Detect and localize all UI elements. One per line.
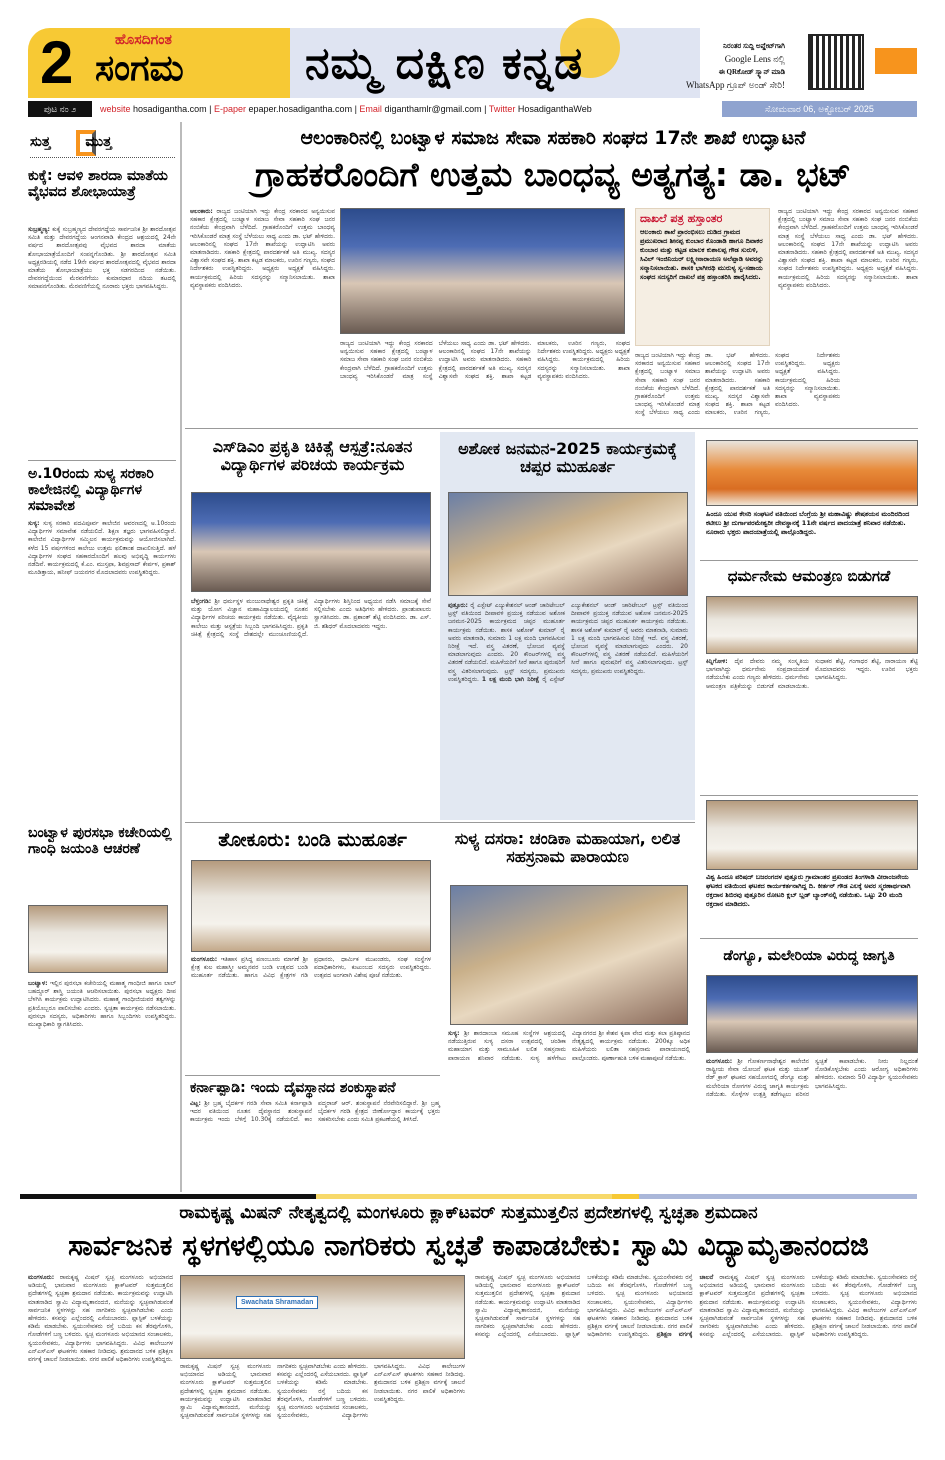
divider <box>700 795 918 796</box>
sullia-photo <box>450 885 688 1025</box>
twitter-link[interactable]: HosadiganthaWeb <box>517 104 592 114</box>
body-text: ಸುಳ್ಯ ಸರಕಾರಿ ಪದವಿಪೂರ್ವ ಕಾಲೇಜಿನ ಆವರಣದಲ್ಲಿ ಅ.10ರಂದು ವಿದ್ಯಾರ್ಥಿಗಳ ಸಮಾವೇಶ ನಡೆಯಲಿದೆ. ಶಿಕ್ಷಣ ತಜ್ಞರು ಭಾಗವಹಿಸಲಿದ್ದಾರೆ. ಕಾಲೇಜಿನ ವಿದ್ಯಾರ್ಥಿಗಳ ಸಮ್ಮಿಲನ ಕಾರ್ಯಕ್ರಮವನ್ನು ಆಯೋಜಿಸಲಾಗಿದೆ. ಕಳೆದ 15 ವರ್ಷಗಳಿಂದ ಕಾಲೇಜು ಉತ್ತಮ ಫಲಿತಾಂಶ ದಾಖಲಿಸುತ್ತಿದೆ. ಹಳೆ ವಿದ್ಯಾರ್ಥಿಗಳ ಸಂಘದ ಸಹಕಾರದೊಂದಿಗೆ ಹಲವು ಅಭಿವೃದ್ಧಿ ಕಾರ್ಯಗಳು ನಡೆದಿವೆ. ಕಾರ್ಯಕ್ರಮದಲ್ಲಿ ಕೆ.ಎಂ. ಮುಸ್ತಫಾ, ಶಿವಪ್ರಸಾದ್ ಕೇರ್ಪಳ, ಪ್ರಕಾಶ್ ಮೂಡಿತ್ತಾಯ, ಹನೀಫ್ ಜಯನಗರ ಮೊದಲಾದವರು ಉಪಸ್ಥಿತರಿದ್ದರು. <box>28 520 176 577</box>
website-link[interactable]: hosadigantha.com <box>133 104 207 114</box>
dengue-photo <box>706 975 918 1053</box>
issue-date: ಸೋಮವಾರ 06, ಅಕ್ಟೋಬರ್ 2025 <box>722 101 917 117</box>
dateline: ಬೆಳ್ತಂಗಡಿ: <box>191 598 212 605</box>
tokur-photo <box>191 860 431 952</box>
left-story-1-headline: ಕುಕ್ಕೆ: ಆವಳಿ ಶಾರದಾ ಮಾತೆಯ ವೈಭವದ ಶೋಭಾಯಾತ್ರೆ <box>28 168 168 201</box>
brand-logo-small: ಹೊಸದಿಗಂತ <box>115 32 172 48</box>
blood-donation-caption: ವಿಶ್ವ ಹಿಂದೂ ಪರಿಷದ್ ಬಜರಂಗದಳ ಪುತ್ತೂರು ಗ್ರಾಮಾಂತರ ಪ್ರಖಂಡದ ತಿಂಗಳಾಡಿ ವೀರಾಂಜನೇಯ ಘಟಕದ ವತಿಯಿಂದ ಘಟಕದ ಕಾರ್ಯಕರ್ತನಾಗಿದ್ದ ದಿ. ಕೀರ್ತನ್ ಗೌಡ ಎಲಕ್ಕೆ ಅವರ ಸ್ಮರಣಾರ್ಥವಾಗಿ ರಕ್ತದಾನ ಶಿಬಿರವು ಪುತ್ತೂರಿನ ರೋಟರಿ ಕ್ಲಬ್ ಬ್ಲಡ್ ಬ್ಯಾಂಕ್‌ನಲ್ಲಿ ನಡೆಯಿತು. ಒಟ್ಟು 20 ಮಂದಿ ರಕ್ತದಾನ ಮಾಡಿದರು. <box>706 873 911 908</box>
ashoka-photo <box>448 492 688 596</box>
page-number: 2 <box>40 29 74 96</box>
gandhi-jayanti-photo <box>28 905 168 973</box>
blood-donation-photo <box>706 800 918 870</box>
body-text: ರಾಮಕೃಷ್ಣ ಮಿಷನ್ ಸ್ವಚ್ಛ ಮಂಗಳೂರು ಅಭಿಯಾನದ ಅಡಿಯಲ್ಲಿ ಭಾನುವಾರ ಮಂಗಳೂರು ಕ್ಲಾಕ್‌ಟವರ್ ಸುತ್ತಮುತ್ತಲಿನ ಪ್ರದೇಶಗಳಲ್ಲಿ ಸ್ವಚ್ಛತಾ ಶ್ರಮದಾನ ನಡೆಯಿತು. ಕಾರ್ಯಕ್ರಮವನ್ನು ಉದ್ಘಾಟಿಸಿ ಮಾತನಾಡಿದ ಸ್ವಾಮಿ ವಿದ್ಯಾಮೃತಾನಂದಜಿ, ಮನೆಯನ್ನು ಸ್ವಚ್ಛವಾಗಿಡುವಂತೆ ಸಾರ್ವಜನಿಕ ಸ್ಥಳಗಳನ್ನು ಸಹ ನಾಗರಿಕರು ಸ್ವಚ್ಛವಾಗಿಡಬೇಕು ಎಂದು ಹೇಳಿದರು. ಕಸವನ್ನು ಎಲ್ಲೆಂದರಲ್ಲಿ ಎಸೆಯಬಾರದು. ಪ್ಲಾಸ್ಟಿಕ್ ಬಳಕೆಯನ್ನು ಕಡಿಮೆ ಮಾಡಬೇಕು. ಸ್ವಯಂಸೇವಕರು ರಸ್ತೆ ಬದಿಯ ಕಸ ತೆರವುಗೊಳಿಸಿ, ಗೋಡೆಗಳಿಗೆ ಬಣ್ಣ ಬಳಿದರು. ಸ್ವಚ್ಛ ಮಂಗಳೂರು ಅಭಿಯಾನದ ಸಂಚಾಲಕರು, ಸ್ವಯಂಸೇವಕರು, ವಿದ್ಯಾರ್ಥಿಗಳು ಭಾಗವಹಿಸಿದ್ದರು. ವಿವಿಧ ಕಾಲೇಜುಗಳ ಎನ್ಎಸ್ಎಸ್ ಘಟಕಗಳು ಸಹಕಾರ ನೀಡಿದವು. ಶ್ರಮದಾನದ ಬಳಿಕ ಪ್ರಶಿಕ್ಷಣ ವರ್ಗಕ್ಕೆ ಚಾಲನೆ ನೀಡಲಾಯಿತು. ನಗರ ಪಾಲಿಕೆ ಅಧಿಕಾರಿಗಳು ಉಪಸ್ಥಿತರಿದ್ದರು. <box>28 1274 173 1364</box>
bottom-story-headline: ಸಾರ್ವಜನಿಕ ಸ್ಥಳಗಳಲ್ಲಿಯೂ ನಾಗರಿಕರು ಸ್ವಚ್ಛತೆ ಕಾಪಾಡಬೇಕು: ಸ್ವಾಮಿ ವಿದ್ಯಾಮೃತಾನಂದಜಿ <box>68 1229 869 1262</box>
info-bar <box>28 101 917 117</box>
dateline: ಕಿನ್ನಿಗೋಳಿ: <box>706 658 728 665</box>
top-story-body-col2: ರಾಜ್ಯದ ಜಂಟಿಯಾಗಿ ಇದ್ದು ಕೇಂದ್ರ ಸರಕಾರದ ಅನ್ವಯಿಸುವ ಸಹಕಾರ ಕ್ಷೇತ್ರದಲ್ಲಿ ಬಂಟ್ವಾಳ ಸಮಾಜ ಸೇವಾ ಸಹಕಾರಿ ಸಂಘ ಜನರ ನಂಬಿಕೆಯ ಕೇಂದ್ರವಾಗಿ ಬೆಳೆದಿದೆ. ಗ್ರಾಹಕರೊಂದಿಗೆ ಉತ್ತಮ ಬಾಂಧವ್ಯ ಇರಿಸಿಕೊಂಡರೆ ಮಾತ್ರ ಸಂಸ್ಥೆ ಬೆಳೆಯಲು ಸಾಧ್ಯ ಎಂದು ಡಾ. ಭಟ್ ಹೇಳಿದರು. ಆಲಂಕಾರಿನಲ್ಲಿ ಸಂಘದ 17ನೇ ಶಾಖೆಯನ್ನು ಉದ್ಘಾಟಿಸಿ ಅವರು ಮಾತನಾಡಿದರು. ಸಹಕಾರಿ ಕ್ಷೇತ್ರದಲ್ಲಿ ಪಾರದರ್ಶಕತೆ ಅತಿ ಮುಖ್ಯ. ಸದಸ್ಯರ ವಿಶ್ವಾಸವೇ ಸಂಘದ ಶಕ್ತಿ. ಶಾಖಾ ಕಟ್ಟಡ ಮಾಲಕರು, ಊರಿನ ಗಣ್ಯರು, ಸಂಘದ ನಿರ್ದೇಶಕರು ಉಪಸ್ಥಿತರಿದ್ದರು. ಅಧ್ಯಕ್ಷರು ಅಧ್ಯಕ್ಷತೆ ವಹಿಸಿದ್ದರು. ಕಾರ್ಯಕ್ರಮದಲ್ಲಿ ಹಿರಿಯ ಸದಸ್ಯರನ್ನು ಸನ್ಮಾನಿಸಲಾಯಿತು. ಶಾಖಾ ವ್ಯವಸ್ಥಾಪಕರು ವಂದಿಸಿದರು. <box>340 340 630 380</box>
left-story-3-headline: ಬಂಟ್ವಾಳ ಪುರಸಭಾ ಕಚೇರಿಯಲ್ಲಿ ಗಾಂಧಿ ಜಯಂತಿ ಆಚರಣೆ <box>28 825 172 858</box>
bottom-story-body-col1 <box>28 1274 173 1444</box>
body-text: ರಾಮಕೃಷ್ಣ ಮಿಷನ್ ಸ್ವಚ್ಛ ಮಂಗಳೂರು ಅಭಿಯಾನದ ಅಡಿಯಲ್ಲಿ ಭಾನುವಾರ ಮಂಗಳೂರು ಕ್ಲಾಕ್‌ಟವರ್ ಸುತ್ತಮುತ್ತಲಿನ ಪ್ರದೇಶಗಳಲ್ಲಿ ಸ್ವಚ್ಛತಾ ಶ್ರಮದಾನ ನಡೆಯಿತು. ಕಾರ್ಯಕ್ರಮವನ್ನು ಉದ್ಘಾಟಿಸಿ ಮಾತನಾಡಿದ ಸ್ವಾಮಿ ವಿದ್ಯಾಮೃತಾನಂದಜಿ, ಮನೆಯನ್ನು ಸ್ವಚ್ಛವಾಗಿಡುವಂತೆ ಸಾರ್ವಜನಿಕ ಸ್ಥಳಗಳನ್ನು ಸಹ ನಾಗರಿಕರು ಸ್ವಚ್ಛವಾಗಿಡಬೇಕು ಎಂದು ಹೇಳಿದರು. ಕಸವನ್ನು ಎಲ್ಲೆಂದರಲ್ಲಿ ಎಸೆಯಬಾರದು. ಪ್ಲಾಸ್ಟಿಕ್ ಬಳಕೆಯನ್ನು ಕಡಿಮೆ ಮಾಡಬೇಕು. ಸ್ವಯಂಸೇವಕರು ರಸ್ತೆ ಬದಿಯ ಕಸ ತೆರವುಗೊಳಿಸಿ, ಗೋಡೆಗಳಿಗೆ ಬಣ್ಣ ಬಳಿದರು. ಸ್ವಚ್ಛ ಮಂಗಳೂರು ಅಭಿಯಾನದ ಸಂಚಾಲಕರು, ಸ್ವಯಂಸೇವಕರು, ವಿದ್ಯಾರ್ಥಿಗಳು ಭಾಗವಹಿಸಿದ್ದರು. ವಿವಿಧ ಕಾಲೇಜುಗಳ ಎನ್ಎಸ್ಎಸ್ ಘಟಕಗಳು ಸಹಕಾರ ನೀಡಿದವು. ಶ್ರಮದಾನದ ಬಳಿಕ ಪ್ರಶಿಕ್ಷಣ ವರ್ಗಕ್ಕೆ ಚಾಲನೆ ನೀಡಲಾಯಿತು. ನಗರ ಪಾಲಿಕೆ ಅಧಿಕಾರಿಗಳು ಉಪಸ್ಥಿತರಿದ್ದರು. <box>699 1274 917 1339</box>
divider <box>185 428 918 429</box>
branch-inauguration-photo <box>340 208 625 334</box>
left-story-2-body <box>28 520 176 820</box>
sullia-headline: ಸುಳ್ಯ ದಸರಾ: ಚಂಡಿಕಾ ಮಹಾಯಾಗ, ಲಲಿತ ಸಹಸ್ರನಾಮ ಪಾರಾಯಣ <box>454 829 681 867</box>
karnawadi-headline: ಕರ್ನಾಪ್ಪಾಡಿ: ಇಂದು ದೈವಸ್ಥಾನದ ಶಂಕುಸ್ಥಾಪನೆ <box>190 1080 396 1096</box>
dengue-headline: ಡೆಂಗ್ಯೂ, ಮಲೇರಿಯಾ ವಿರುದ್ಧ ಜಾಗೃತಿ <box>723 948 895 964</box>
bottom-story-body-col3 <box>475 1274 917 1444</box>
padayatra-caption: ಹಿಂದೂ ಯುವ ಕೇಸರಿ ಸಂಘಟನೆ ವತಿಯಿಂದ ಬೆಂಗ್ರೆಯ ಶ್ರೀ ಮಹಾವಿಷ್ಣು ಶೇಷಶಯನ ಮಂದಿರದಿಂದ ಕಟೀಲು ಶ್ರೀ ದುರ್ಗಾಪರಮೇಶ್ವರೀ ದೇವಸ್ಥಾನಕ್ಕೆ 11ನೇ ವರ್ಷದ ಪಾದಯಾತ್ರೆ ಶನಿವಾರ ನಡೆಯಿತು. ನೂರಾರು ಭಕ್ತರು ಪಾದಯಾತ್ರೆಯಲ್ಲಿ ಪಾಲ್ಗೊಂಡಿದ್ದರು. <box>706 510 910 536</box>
dateline: ಸುಬ್ರಹ್ಮಣ್ಯ: <box>28 226 50 233</box>
body-text: ರೈ ಎಸ್ಟೇಟ್ ಎಜ್ಯುಕೇಶನಲ್ ಆಂಡ್ ಚಾರಿಟೇಬಲ್ ಟ್ರಸ್ಟ್ ವತಿಯಿಂದ ದೀಪಾವಳಿ ಪ್ರಯುಕ್ತ ನಡೆಯುವ ಅಶೋಕ ಜನಮನ-2025 ಕಾರ್ಯಕ್ರಮದ ಚಪ್ಪರ ಮುಹೂರ್ತ ಕಾರ್ಯಕ್ರಮ ನಡೆಯಿತು. ಶಾಸಕ ಅಶೋಕ್ ಕುಮಾರ್ ರೈ ಅವರು ಮಾತನಾಡಿ, ಸುಮಾರು 1 ಲಕ್ಷ ಮಂದಿ ಭಾಗವಹಿಸುವ ನಿರೀಕ್ಷೆ ಇದೆ. ವಸ್ತ್ರ ವಿತರಣೆ, ಭೋಜನ ವ್ಯವಸ್ಥೆ ಮಾಡಲಾಗುವುದು ಎಂದರು. 20 ಕೌಂಟರ್‌ಗಳಲ್ಲಿ ವಸ್ತ್ರ ವಿತರಣೆ ನಡೆಯಲಿದೆ. ಮಹಿಳೆಯರಿಗೆ ಸೀರೆ ಹಾಗೂ ಪುರುಷರಿಗೆ ವಸ್ತ್ರ ವಿತರಿಸಲಾಗುವುದು. ಟ್ರಸ್ಟ್ ಸದಸ್ಯರು, ಪ್ರಮುಖರು ಉಪಸ್ಥಿತರಿದ್ದರು. <box>448 602 565 683</box>
subhead: 1 ಲಕ್ಷ ಮಂದಿ ಭಾಗಿ ನಿರೀಕ್ಷೆ <box>481 675 540 683</box>
body-text: ಶ್ರೀ ಗೋಕರ್ಣನಾಥೇಶ್ವರ ಕಾಲೇಜಿನ ರಾಷ್ಟ್ರೀಯ ಸೇವಾ ಯೋಜನೆ ಘಟಕ ಮತ್ತು ಯೂತ್ ರೆಡ್ ಕ್ರಾಸ್ ಘಟಕದ ಸಹಯೋಗದಲ್ಲಿ ಡೆಂಗ್ಯೂ ಮತ್ತು ಮಲೇರಿಯಾ ರೋಗಗಳ ವಿರುದ್ಧ ಜಾಗೃತಿ ಕಾರ್ಯಕ್ರಮ ನಡೆಯಿತು. ಸೊಳ್ಳೆಗಳ ಉತ್ಪತ್ತಿ ತಡೆಗಟ್ಟಲು ಪರಿಸರ ಸ್ವಚ್ಛತೆ ಕಾಪಾಡಬೇಕು. ನೀರು ನಿಲ್ಲದಂತೆ ನೋಡಿಕೊಳ್ಳಬೇಕು ಎಂದು ಆರೋಗ್ಯ ಅಧಿಕಾರಿಗಳು ಹೇಳಿದರು. ಸುಮಾರು 50 ವಿದ್ಯಾರ್ಥಿ ಸ್ವಯಂಸೇವಕರು ಭಾಗವಹಿಸಿದ್ದರು. <box>706 1058 918 1098</box>
divider <box>700 560 918 561</box>
body-text: ಶ್ರೀ ಧರ್ಮಸ್ಥಳ ಮಂಜುನಾಥೇಶ್ವರ ಪ್ರಕೃತಿ ಚಿಕಿತ್ಸೆ ಮತ್ತು ಯೋಗ ವಿಜ್ಞಾನ ಮಹಾವಿದ್ಯಾಲಯದಲ್ಲಿ ನೂತನ ವಿದ್ಯಾರ್ಥಿಗಳ ಪರಿಚಯ ಕಾರ್ಯಕ್ರಮ ನಡೆಯಿತು. ವೈದ್ಯಕೀಯ ಕಾಲೇಜು ಮತ್ತು ಆಸ್ಪತ್ರೆಯ ಸಿಬ್ಬಂದಿ ಭಾಗವಹಿಸಿದ್ದರು. ಪ್ರಕೃತಿ ಚಿಕಿತ್ಸೆ ಕ್ಷೇತ್ರದಲ್ಲಿ ಸಂಸ್ಥೆ ದೇಶದಲ್ಲೇ ಮುಂಚೂಣಿಯಲ್ಲಿದೆ. ವಿದ್ಯಾರ್ಥಿಗಳು ಶಿಸ್ತಿನಿಂದ ಅಧ್ಯಯನ ನಡೆಸಿ ಸಮಾಜಕ್ಕೆ ಸೇವೆ ಸಲ್ಲಿಸಬೇಕು ಎಂದು ಅತಿಥಿಗಳು ಹೇಳಿದರು. ಪ್ರಾಂಶುಪಾಲರು ಸ್ವಾಗತಿಸಿದರು. ಡಾ. ಪ್ರಶಾಂತ್ ಶೆಟ್ಟಿ ವಂದಿಸಿದರು. ಡಾ. ಎಸ್. ಜಿ. ಶಶಿಧರ್ ಮೊದಲಾದವರು ಇದ್ದರು. <box>191 598 431 638</box>
top-story-body-col3: ರಾಜ್ಯದ ಜಂಟಿಯಾಗಿ ಇದ್ದು ಕೇಂದ್ರ ಸರಕಾರದ ಅನ್ವಯಿಸುವ ಸಹಕಾರ ಕ್ಷೇತ್ರದಲ್ಲಿ ಬಂಟ್ವಾಳ ಸಮಾಜ ಸೇವಾ ಸಹಕಾರಿ ಸಂಘ ಜನರ ನಂಬಿಕೆಯ ಕೇಂದ್ರವಾಗಿ ಬೆಳೆದಿದೆ. ಗ್ರಾಹಕರೊಂದಿಗೆ ಉತ್ತಮ ಬಾಂಧವ್ಯ ಇರಿಸಿಕೊಂಡರೆ ಮಾತ್ರ ಸಂಸ್ಥೆ ಬೆಳೆಯಲು ಸಾಧ್ಯ ಎಂದು ಡಾ. ಭಟ್ ಹೇಳಿದರು. ಆಲಂಕಾರಿನಲ್ಲಿ ಸಂಘದ 17ನೇ ಶಾಖೆಯನ್ನು ಉದ್ಘಾಟಿಸಿ ಅವರು ಮಾತನಾಡಿದರು. ಸಹಕಾರಿ ಕ್ಷೇತ್ರದಲ್ಲಿ ಪಾರದರ್ಶಕತೆ ಅತಿ ಮುಖ್ಯ. ಸದಸ್ಯರ ವಿಶ್ವಾಸವೇ ಸಂಘದ ಶಕ್ತಿ. ಶಾಖಾ ಕಟ್ಟಡ ಮಾಲಕರು, ಊರಿನ ಗಣ್ಯರು, ಸಂಘದ ನಿರ್ದೇಶಕರು ಉಪಸ್ಥಿತರಿದ್ದರು. ಅಧ್ಯಕ್ಷರು ಅಧ್ಯಕ್ಷತೆ ವಹಿಸಿದ್ದರು. ಕಾರ್ಯಕ್ರಮದಲ್ಲಿ ಹಿರಿಯ ಸದಸ್ಯರನ್ನು ಸನ್ಮಾನಿಸಲಾಯಿತು. ಶಾಖಾ ವ್ಯವಸ್ಥಾಪಕರು ವಂದಿಸಿದರು. <box>635 352 840 417</box>
cleanliness-drive-photo <box>180 1275 465 1359</box>
left-story-3-body <box>28 980 176 1190</box>
dharmanema-photo <box>706 596 918 654</box>
dateline: ಮಂಗಳೂರು: <box>191 956 218 963</box>
body-text: ರೈ ಎಸ್ಟೇಟ್ ಎಜ್ಯುಕೇಶನಲ್ ಆಂಡ್ ಚಾರಿಟೇಬಲ್ ಟ್ರಸ್ಟ್ ವತಿಯಿಂದ ದೀಪಾವಳಿ ಪ್ರಯುಕ್ತ ನಡೆಯುವ ಅಶೋಕ ಜನಮನ-2025 ಕಾರ್ಯಕ್ರಮದ ಚಪ್ಪರ ಮುಹೂರ್ತ ಕಾರ್ಯಕ್ರಮ ನಡೆಯಿತು. ಶಾಸಕ ಅಶೋಕ್ ಕುಮಾರ್ ರೈ ಅವರು ಮಾತನಾಡಿ, ಸುಮಾರು 1 ಲಕ್ಷ ಮಂದಿ ಭಾಗವಹಿಸುವ ನಿರೀಕ್ಷೆ ಇದೆ. ವಸ್ತ್ರ ವಿತರಣೆ, ಭೋಜನ ವ್ಯವಸ್ಥೆ ಮಾಡಲಾಗುವುದು ಎಂದರು. 20 ಕೌಂಟರ್‌ಗಳಲ್ಲಿ ವಸ್ತ್ರ ವಿತರಣೆ ನಡೆಯಲಿದೆ. ಮಹಿಳೆಯರಿಗೆ ಸೀರೆ ಹಾಗೂ ಪುರುಷರಿಗೆ ವಸ್ತ್ರ ವಿತರಿಸಲಾಗುವುದು. ಟ್ರಸ್ಟ್ ಸದಸ್ಯರು, ಪ್ರಮುಖರು ಉಪಸ್ಥಿತರಿದ್ದರು. <box>542 602 688 683</box>
bottom-story-kicker: ರಾಮಕೃಷ್ಣ ಮಿಷನ್ ನೇತೃತ್ವದಲ್ಲಿ ಮಂಗಳೂರು ಕ್ಲಾಕ್‌ಟವರ್ ಸುತ್ತಮುತ್ತಲಿನ ಪ್ರದೇಶಗಳಲ್ಲಿ ಸ್ವಚ್ಛತಾ ಶ್ರಮದಾನ <box>179 1203 758 1223</box>
body-text: ಇಲ್ಲಿನ ಪುರಸಭಾ ಕಚೇರಿಯಲ್ಲಿ ಮಹಾತ್ಮ ಗಾಂಧೀಜಿ ಹಾಗೂ ಲಾಲ್ ಬಹದ್ದೂರ್ ಶಾಸ್ತ್ರಿ ಜಯಂತಿ ಆಚರಿಸಲಾಯಿತು. ಪುರಸಭಾ ಅಧ್ಯಕ್ಷರು ದೀಪ ಬೆಳಗಿಸಿ ಕಾರ್ಯಕ್ರಮ ಉದ್ಘಾಟಿಸಿದರು. ಮಹಾತ್ಮ ಗಾಂಧೀಜಿಯವರ ತತ್ವಗಳನ್ನು ಪ್ರತಿಯೊಬ್ಬರೂ ಪಾಲಿಸಬೇಕು ಎಂದರು. ಸ್ವಚ್ಛತಾ ಕಾರ್ಯಕ್ರಮ ನಡೆಸಲಾಯಿತು. ಪುರಸಭಾ ಸದಸ್ಯರು, ಅಧಿಕಾರಿಗಳು ಹಾಗೂ ಸಿಬ್ಬಂದಿಗಳು ಉಪಸ್ಥಿತರಿದ್ದರು. ಮುಖ್ಯಾಧಿಕಾರಿ ಸ್ವಾಗತಿಸಿದರು. <box>28 980 176 1029</box>
dengue-body <box>706 1058 918 1188</box>
sdm-photo <box>191 492 431 592</box>
epaper-label: E-paper <box>213 104 246 114</box>
body-text: ಶ್ರೀ ಶಾರದಾಂಬಾ ಸಮೂಹ ಸಂಸ್ಥೆಗಳ ಆಶ್ರಯದಲ್ಲಿ ನಡೆಯುತ್ತಿರುವ ಸುಳ್ಯ ದಸರಾ ಉತ್ಸವದಲ್ಲಿ ಚಂಡಿಕಾ ಮಹಾಯಾಗ ಮತ್ತು ಸಾಮೂಹಿಕ ಲಲಿತ ಸಹಸ್ರನಾಮ ಪಾರಾಯಣ ಶನಿವಾರ ನಡೆಯಿತು. ಸುಳ್ಯ ಹಳೆಗೇಟು ವಿದ್ಯಾನಗರದ ಶ್ರೀ ಕೇಶವ ಕೃಪಾ ವೇದ ಮತ್ತು ಕಲಾ ಪ್ರತಿಷ್ಠಾನದ ನೇತೃತ್ವದಲ್ಲಿ ಕಾರ್ಯಕ್ರಮ ನಡೆಯಿತು. 200ಕ್ಕೂ ಅಧಿಕ ಮಹಿಳೆಯರು ಲಲಿತಾ ಸಹಸ್ರನಾಮ ಪಾರಾಯಣದಲ್ಲಿ ಪಾಲ್ಗೊಂಡರು. ಪೂರ್ಣಾಹುತಿ ಬಳಿಕ ಮಹಾಪೂಜೆ ನಡೆಯಿತು. <box>448 1030 690 1062</box>
bottom-story-body-col2: ರಾಮಕೃಷ್ಣ ಮಿಷನ್ ಸ್ವಚ್ಛ ಮಂಗಳೂರು ಅಭಿಯಾನದ ಅಡಿಯಲ್ಲಿ ಭಾನುವಾರ ಮಂಗಳೂರು ಕ್ಲಾಕ್‌ಟವರ್ ಸುತ್ತಮುತ್ತಲಿನ ಪ್ರದೇಶಗಳಲ್ಲಿ ಸ್ವಚ್ಛತಾ ಶ್ರಮದಾನ ನಡೆಯಿತು. ಕಾರ್ಯಕ್ರಮವನ್ನು ಉದ್ಘಾಟಿಸಿ ಮಾತನಾಡಿದ ಸ್ವಾಮಿ ವಿದ್ಯಾಮೃತಾನಂದಜಿ, ಮನೆಯನ್ನು ಸ್ವಚ್ಛವಾಗಿಡುವಂತೆ ಸಾರ್ವಜನಿಕ ಸ್ಥಳಗಳನ್ನು ಸಹ ನಾಗರಿಕರು ಸ್ವಚ್ಛವಾಗಿಡಬೇಕು ಎಂದು ಹೇಳಿದರು. ಕಸವನ್ನು ಎಲ್ಲೆಂದರಲ್ಲಿ ಎಸೆಯಬಾರದು. ಪ್ಲಾಸ್ಟಿಕ್ ಬಳಕೆಯನ್ನು ಕಡಿಮೆ ಮಾಡಬೇಕು. ಸ್ವಯಂಸೇವಕರು ರಸ್ತೆ ಬದಿಯ ಕಸ ತೆರವುಗೊಳಿಸಿ, ಗೋಡೆಗಳಿಗೆ ಬಣ್ಣ ಬಳಿದರು. ಸ್ವಚ್ಛ ಮಂಗಳೂರು ಅಭಿಯಾನದ ಸಂಚಾಲಕರು, ಸ್ವಯಂಸೇವಕರು, ವಿದ್ಯಾರ್ಥಿಗಳು ಭಾಗವಹಿಸಿದ್ದರು. ವಿವಿಧ ಕಾಲೇಜುಗಳ ಎನ್ಎಸ್ಎಸ್ ಘಟಕಗಳು ಸಹಕಾರ ನೀಡಿದವು. ಶ್ರಮದಾನದ ಬಳಿಕ ಪ್ರಶಿಕ್ಷಣ ವರ್ಗಕ್ಕೆ ಚಾಲನೆ ನೀಡಲಾಯಿತು. ನಗರ ಪಾಲಿಕೆ ಅಧಿಕಾರಿಗಳು ಉಪಸ್ಥಿತರಿದ್ದರು. <box>180 1363 465 1420</box>
orange-accent-block <box>875 48 917 74</box>
top-story-kicker: ಆಲಂಕಾರಿನಲ್ಲಿ ಬಂಟ್ವಾಳ ಸಮಾಜ ಸೇವಾ ಸಹಕಾರಿ ಸಂಘದ 17ನೇ ಶಾಖೆ ಉದ್ಘಾಟನೆ <box>300 127 806 149</box>
top-story-body-col4: ರಾಜ್ಯದ ಜಂಟಿಯಾಗಿ ಇದ್ದು ಕೇಂದ್ರ ಸರಕಾರದ ಅನ್ವಯಿಸುವ ಸಹಕಾರ ಕ್ಷೇತ್ರದಲ್ಲಿ ಬಂಟ್ವಾಳ ಸಮಾಜ ಸೇವಾ ಸಹಕಾರಿ ಸಂಘ ಜನರ ನಂಬಿಕೆಯ ಕೇಂದ್ರವಾಗಿ ಬೆಳೆದಿದೆ. ಗ್ರಾಹಕರೊಂದಿಗೆ ಉತ್ತಮ ಬಾಂಧವ್ಯ ಇರಿಸಿಕೊಂಡರೆ ಮಾತ್ರ ಸಂಸ್ಥೆ ಬೆಳೆಯಲು ಸಾಧ್ಯ ಎಂದು ಡಾ. ಭಟ್ ಹೇಳಿದರು. ಆಲಂಕಾರಿನಲ್ಲಿ ಸಂಘದ 17ನೇ ಶಾಖೆಯನ್ನು ಉದ್ಘಾಟಿಸಿ ಅವರು ಮಾತನಾಡಿದರು. ಸಹಕಾರಿ ಕ್ಷೇತ್ರದಲ್ಲಿ ಪಾರದರ್ಶಕತೆ ಅತಿ ಮುಖ್ಯ. ಸದಸ್ಯರ ವಿಶ್ವಾಸವೇ ಸಂಘದ ಶಕ್ತಿ. ಶಾಖಾ ಕಟ್ಟಡ ಮಾಲಕರು, ಊರಿನ ಗಣ್ಯರು, ಸಂಘದ ನಿರ್ದೇಶಕರು ಉಪಸ್ಥಿತರಿದ್ದರು. ಅಧ್ಯಕ್ಷರು ಅಧ್ಯಕ್ಷತೆ ವಹಿಸಿದ್ದರು. ಕಾರ್ಯಕ್ರಮದಲ್ಲಿ ಹಿರಿಯ ಸದಸ್ಯರನ್ನು ಸನ್ಮಾನಿಸಲಾಯಿತು. ಶಾಖಾ ವ್ಯವಸ್ಥಾಪಕರು ವಂದಿಸಿದರು. <box>778 208 918 289</box>
contact-links: website hosadigantha.com | E-paper epaper.hosadigantha.com | Email diganthamlr@gmail.com | Twitter HosadiganthaWeb <box>100 104 592 114</box>
email-link[interactable]: diganthamlr@gmail.com <box>384 104 482 114</box>
email-label: Email <box>359 104 382 114</box>
left-story-2-headline: ಅ.10ರಂದು ಸುಳ್ಯ ಸರಕಾರಿ ಕಾಲೇಜಿನಲ್ಲಿ ವಿದ್ಯಾರ್ಥಿಗಳ ಸಮಾವೇಶ <box>28 466 154 515</box>
divider <box>28 460 176 461</box>
dharmanema-headline: ಧರ್ಮನೇಮ ಆಮಂತ್ರಣ ಬಿಡುಗಡೆ <box>727 567 891 585</box>
body-text: ಇತಿಹಾಸ ಪ್ರಸಿದ್ಧ ಪಣಂಬೂರು ಮಾಗಣೆ ಶ್ರೀ ಕ್ಷೇತ್ರ ಕುಲ ಮಹಾಸ್ತ್ರೀ ಅಮ್ಮನವರ ಬಂಡಿ ಉತ್ಸವದ ಬಂಡಿ ಮುಹೂರ್ತ ನಡೆಯಿತು. ಹಾಗೂ ವಿವಿಧ ಕ್ಷೇತ್ರಗಳ ಗಡಿ ಪ್ರಧಾನರು, ಧಾರ್ಮಿಕ ಮುಖಂಡರು, ಸಂಘ ಸಂಸ್ಥೆಗಳ ಪದಾಧಿಕಾರಿಗಳು, ಕುಟುಂಬದ ಸದಸ್ಯರು ಉಪಸ್ಥಿತರಿದ್ದರು. ಉತ್ಸವದ ಅಂಗವಾಗಿ ವಿಶೇಷ ಪೂಜೆ ನಡೆಯಿತು. <box>191 956 431 980</box>
left-story-1-body <box>28 226 176 458</box>
top-story-body-col1 <box>190 208 335 423</box>
tokur-body <box>191 956 431 1071</box>
subhead: ಪ್ರಶಿಕ್ಷಣ ವರ್ಗಕ್ಕೆ ಚಾಲನೆ <box>656 1274 714 1339</box>
column-divider <box>180 122 182 1192</box>
dateline: ಪುತ್ತೂರು: <box>448 602 468 609</box>
dateline: ಆಲಂಕಾರು: <box>190 208 213 215</box>
body-text: ಶ್ರೀ ಬ್ರಹ್ಮ ಬೈದರ್ಕಳ ಗರಡಿ ಸೇವಾ ಸಮಿತಿ ಕರ್ನಾಪ್ಪಾಡಿ ಇದರ ವತಿಯಿಂದ ನೂತನ ದೈವಸ್ಥಾನದ ಶಂಕುಸ್ಥಾಪನೆ ಕಾರ್ಯಕ್ರಮ ಇಂದು ಬೆಳಿಗ್ಗೆ 10.30ಕ್ಕೆ ನಡೆಯಲಿದೆ. ಕಾಂ ಪದ್ಮರಾಜ್ ಆರ್. ಶಂಕುಸ್ಥಾಪನೆ ನೆರವೇರಿಸಲಿದ್ದಾರೆ. ಶ್ರೀ ಬ್ರಹ್ಮ ಬೈದರ್ಕಳ ಗರಡಿ ಕ್ಷೇತ್ರದ ಜೀರ್ಣೋದ್ಧಾರ ಕಾರ್ಯಕ್ಕೆ ಭಕ್ತರು ಸಹಕರಿಸಬೇಕು ಎಂದು ಸಮಿತಿ ಪ್ರಕಟಣೆಯಲ್ಲಿ ತಿಳಿಸಿದೆ. <box>190 1100 440 1124</box>
sdm-headline: ಎಸ್‌ಡಿಎಂ ಪ್ರಕೃತಿ ಚಿಕಿತ್ಸೆ ಆಸ್ಪತ್ರೆ:ನೂತನ ವಿದ್ಯಾರ್ಥಿಗಳ ಪರಿಚಯ ಕಾರ್ಯಕ್ರಮ <box>212 437 413 475</box>
dateline: ಸುಳ್ಯ: <box>28 520 40 527</box>
twitter-label: Twitter <box>488 104 516 114</box>
section-color-band <box>20 1194 917 1199</box>
karnawadi-body <box>190 1100 440 1188</box>
dharmanema-body <box>706 658 918 786</box>
banner-text: Swachata Shramadan <box>236 1296 318 1309</box>
sidebar-title: ದಾಖಲೆ ಪತ್ರ ಹಸ್ತಾಂತರ <box>640 212 723 225</box>
top-story-headline: ಗ್ರಾಹಕರೊಂದಿಗೆ ಉತ್ತಮ ಬಾಂಧವ್ಯ ಅತ್ಯಗತ್ಯ: ಡಾ. ಭಟ್ <box>254 155 852 194</box>
epaper-link[interactable]: epaper.hosadigantha.com <box>248 104 353 114</box>
page-label: ಪುಟ ನಂ ೨ <box>28 101 92 117</box>
suttamuttu-logo <box>30 128 175 158</box>
sidebar-box <box>635 208 770 346</box>
qr-line: ನಿರಂತರ ಸುದ್ದಿ ಅಪ್ಡೇಟ್‌ಗಾಗಿ <box>723 42 785 50</box>
sdm-body <box>191 598 431 816</box>
qr-line: Google Lens ನಲ್ಲಿ <box>724 54 785 64</box>
suttamuttu-label: ಸುತ್ತ ಮುತ್ತ <box>30 134 112 150</box>
sidebar-body: ಆಲಂಕಾರು ಶಾಖೆ ಪ್ರಾರಂಭಿಸಲು ದುಡಿದ ಗ್ರಾಮದ ಪ್ರಮುಖರಾದ ಶೀನಪ್ಪ ಕುಂಬಾರ ಕೊಂಡಾಡಿ ಹಾಗೂ ದಿವಾಕರ ಕುಂಬಾರ ಮತ್ತು ಕಟ್ಟಡ ಮಾಲಕ ಕುಶಾಲಪ್ಪ ಗೌಡ ಸುರುಳಿ, ಸಿವಿಲ್ ಇಂಜಿನಿಯರ್ ಲಕ್ಷ್ಮೀನಾರಾಯಣ ಅಲೆಪ್ಪಾಡಿ ಅವರನ್ನು ಸನ್ಮಾನಿಸಲಾಯಿತು. ಶಾಸಕಿ ಭಾಗೀರಥಿ ಮುರುಳ್ಯ ಸ್ವ-ಸಹಾಯ ಸಂಘದ ಸದಸ್ಯರಿಗೆ ದಾಖಲೆ ಪತ್ರ ಹಸ್ತಾಂತರಿಸಿ ಹಾರೈಸಿದರು. <box>640 227 764 281</box>
body-text: ರಾಜ್ಯದ ಜಂಟಿಯಾಗಿ ಇದ್ದು ಕೇಂದ್ರ ಸರಕಾರದ ಅನ್ವಯಿಸುವ ಸಹಕಾರ ಕ್ಷೇತ್ರದಲ್ಲಿ ಬಂಟ್ವಾಳ ಸಮಾಜ ಸೇವಾ ಸಹಕಾರಿ ಸಂಘ ಜನರ ನಂಬಿಕೆಯ ಕೇಂದ್ರವಾಗಿ ಬೆಳೆದಿದೆ. ಗ್ರಾಹಕರೊಂದಿಗೆ ಉತ್ತಮ ಬಾಂಧವ್ಯ ಇರಿಸಿಕೊಂಡರೆ ಮಾತ್ರ ಸಂಸ್ಥೆ ಬೆಳೆಯಲು ಸಾಧ್ಯ ಎಂದು ಡಾ. ಭಟ್ ಹೇಳಿದರು. ಆಲಂಕಾರಿನಲ್ಲಿ ಸಂಘದ 17ನೇ ಶಾಖೆಯನ್ನು ಉದ್ಘಾಟಿಸಿ ಅವರು ಮಾತನಾಡಿದರು. ಸಹಕಾರಿ ಕ್ಷೇತ್ರದಲ್ಲಿ ಪಾರದರ್ಶಕತೆ ಅತಿ ಮುಖ್ಯ. ಸದಸ್ಯರ ವಿಶ್ವಾಸವೇ ಸಂಘದ ಶಕ್ತಿ. ಶಾಖಾ ಕಟ್ಟಡ ಮಾಲಕರು, ಊರಿನ ಗಣ್ಯರು, ಸಂಘದ ನಿರ್ದೇಶಕರು ಉಪಸ್ಥಿತರಿದ್ದರು. ಅಧ್ಯಕ್ಷರು ಅಧ್ಯಕ್ಷತೆ ವಹಿಸಿದ್ದರು. ಕಾರ್ಯಕ್ರಮದಲ್ಲಿ ಹಿರಿಯ ಸದಸ್ಯರನ್ನು ಸನ್ಮಾನಿಸಲಾಯಿತು. ಶಾಖಾ ವ್ಯವಸ್ಥಾಪಕರು ವಂದಿಸಿದರು. <box>190 208 335 289</box>
ashoka-headline: ಅಶೋಕ ಜನಮನ-2025 ಕಾರ್ಯಕ್ರಮಕ್ಕೆ ಚಪ್ಪರ ಮುಹೂರ್ತ <box>458 439 677 477</box>
qr-instructions <box>660 40 785 92</box>
body-text: ರಾಮಕೃಷ್ಣ ಮಿಷನ್ ಸ್ವಚ್ಛ ಮಂಗಳೂರು ಅಭಿಯಾನದ ಅಡಿಯಲ್ಲಿ ಭಾನುವಾರ ಮಂಗಳೂರು ಕ್ಲಾಕ್‌ಟವರ್ ಸುತ್ತಮುತ್ತಲಿನ ಪ್ರದೇಶಗಳಲ್ಲಿ ಸ್ವಚ್ಛತಾ ಶ್ರಮದಾನ ನಡೆಯಿತು. ಕಾರ್ಯಕ್ರಮವನ್ನು ಉದ್ಘಾಟಿಸಿ ಮಾತನಾಡಿದ ಸ್ವಾಮಿ ವಿದ್ಯಾಮೃತಾನಂದಜಿ, ಮನೆಯನ್ನು ಸ್ವಚ್ಛವಾಗಿಡುವಂತೆ ಸಾರ್ವಜನಿಕ ಸ್ಥಳಗಳನ್ನು ಸಹ ನಾಗರಿಕರು ಸ್ವಚ್ಛವಾಗಿಡಬೇಕು ಎಂದು ಹೇಳಿದರು. ಕಸವನ್ನು ಎಲ್ಲೆಂದರಲ್ಲಿ ಎಸೆಯಬಾರದು. ಪ್ಲಾಸ್ಟಿಕ್ ಬಳಕೆಯನ್ನು ಕಡಿಮೆ ಮಾಡಬೇಕು. ಸ್ವಯಂಸೇವಕರು ರಸ್ತೆ ಬದಿಯ ಕಸ ತೆರವುಗೊಳಿಸಿ, ಗೋಡೆಗಳಿಗೆ ಬಣ್ಣ ಬಳಿದರು. ಸ್ವಚ್ಛ ಮಂಗಳೂರು ಅಭಿಯಾನದ ಸಂಚಾಲಕರು, ಸ್ವಯಂಸೇವಕರು, ವಿದ್ಯಾರ್ಥಿಗಳು ಭಾಗವಹಿಸಿದ್ದರು. ವಿವಿಧ ಕಾಲೇಜುಗಳ ಎನ್ಎಸ್ಎಸ್ ಘಟಕಗಳು ಸಹಕಾರ ನೀಡಿದವು. ಶ್ರಮದಾನದ ಬಳಿಕ ಪ್ರಶಿಕ್ಷಣ ವರ್ಗಕ್ಕೆ ಚಾಲನೆ ನೀಡಲಾಯಿತು. ನಗರ ಪಾಲಿಕೆ ಅಧಿಕಾರಿಗಳು ಉಪಸ್ಥಿತರಿದ್ದರು. <box>475 1274 693 1339</box>
dateline: ಸುಳ್ಯ: <box>448 1030 460 1037</box>
padayatra-photo <box>706 440 918 506</box>
body-text: ದೈವ ದೇವರು ನಮ್ಮ ಸಂಸ್ಕೃತಿಯ ಭಾಗವಾಗಿದ್ದು ಧರ್ಮನೇಮ ಸಂಪ್ರದಾಯದಂತೆ ನಡೆಯಬೇಕು ಎಂದು ಗಣ್ಯರು ಹೇಳಿದರು. ಧರ್ಮನೇಮ ಆಮಂತ್ರಣ ಪತ್ರಿಕೆಯನ್ನು ಬಿಡುಗಡೆ ಮಾಡಲಾಯಿತು. ಸುಧಾಕರ ಶೆಟ್ಟಿ, ಗಂಗಾಧರ ಶೆಟ್ಟಿ, ನಾರಾಯಣ ಶೆಟ್ಟಿ ಮೊದಲಾದವರು ಇದ್ದರು. ಊರಿನ ಭಕ್ತರು ಭಾಗವಹಿಸಿದ್ದರು. <box>706 658 918 690</box>
tokur-headline: ತೋಕೂರು: ಬಂಡಿ ಮುಹೂರ್ತ <box>218 829 407 851</box>
dateline: ಮಂಗಳೂರು: <box>706 1058 733 1065</box>
qr-line: ಈ QRಕೋಡ್ ಸ್ಕ್ಯಾನ್ ಮಾಡಿ <box>718 68 785 76</box>
divider <box>185 1075 440 1076</box>
dateline: ಬಂಟ್ವಾಳ: <box>28 980 48 987</box>
sullia-body <box>448 1030 690 1186</box>
qr-line: WhatsApp ಗ್ರೂಪ್ ಅಂಡ್ ಸೇರಿ! <box>686 80 785 90</box>
body-text: ಕುಕ್ಕೆ ಸುಬ್ರಹ್ಮಣ್ಯದ ದೇವರಗದ್ದೆಯ ಸಾರ್ವಜನಿಕ ಶ್ರೀ ಶಾರದೋತ್ಸವ ಸಮಿತಿ ಮತ್ತು ದೇವರಗದ್ದೆಯ ಆಂಗನವಾಡಿ ಕೇಂದ್ರದ ಆಶ್ರಯದಲ್ಲಿ 24ನೇ ವರ್ಷದ ಶಾರದೋತ್ಸವವು ವೈಭವದ ಶಾರದಾ ಮಾತೆಯ ಶೋಭಾಯಾತ್ರೆಯೊಂದಿಗೆ ಸಂಪನ್ನಗೊಂಡಿತು. ಶ್ರೀ ಶಾರದೋತ್ಸವ ಸಮಿತಿ ಅಧ್ಯಕ್ಷರಡಿಯಲ್ಲಿ ನಡೆದ 19ನೇ ವರ್ಷದ ಶಾರದೋತ್ಸವದಲ್ಲಿ ವೈಭವದ ಶಾರದಾ ಮಾತೆಯ ಶೋಭಾಯಾತ್ರೆಯು ಭಕ್ತ ಸಡಗರದಿಂದ ನಡೆಯಿತು. ದೇವರಗದ್ದೆಯಿಂದ ಮೆರವಣಿಗೆಯು ಕುಮಾರಧಾರ ನದಿಯ ತಟದಲ್ಲಿ ಸಮಾಪನಗೊಂಡಿತು. ಮೆರವಣಿಗೆಯಲ್ಲಿ ನೂರಾರು ಭಕ್ತರು ಭಾಗವಹಿಸಿದ್ದರು. <box>28 226 176 291</box>
section-title: ನಮ್ಮ ದಕ್ಷಿಣ ಕನ್ನಡ <box>305 38 584 89</box>
dateline: ವಿಟ್ಲ: <box>190 1100 201 1107</box>
website-label: website <box>100 104 131 114</box>
divider <box>185 822 695 823</box>
qr-code-icon[interactable] <box>810 36 862 88</box>
ashoka-body <box>448 602 688 816</box>
dateline: ಮಂಗಳೂರು: <box>28 1274 55 1281</box>
divider <box>700 938 918 939</box>
brand-logo-sangama: ಸಂಗಮ <box>95 48 184 89</box>
